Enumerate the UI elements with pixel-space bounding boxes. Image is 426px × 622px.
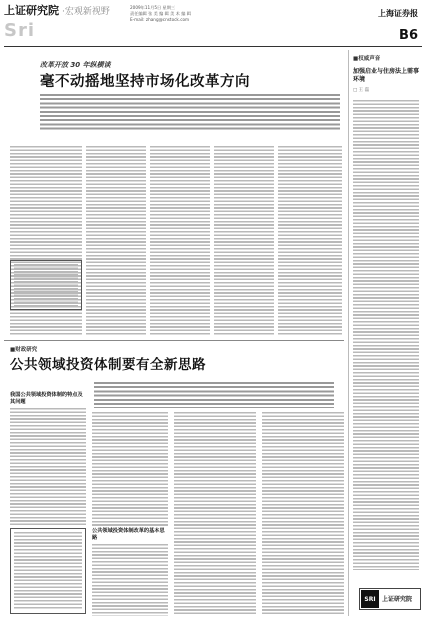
meta-email: E-mail: zhang@cnstock.com <box>130 17 190 22</box>
brand-subtitle: ·宏观新视野 <box>62 7 110 17</box>
sidebar-logo <box>359 588 421 610</box>
masthead <box>4 2 422 46</box>
article1-col2 <box>86 146 146 336</box>
article2-headline: 公共领域投资体制要有全新思路 <box>10 357 206 373</box>
paper-name: 上海证券报 <box>378 8 418 18</box>
masthead-meta <box>130 5 326 23</box>
brand-title <box>4 2 110 18</box>
meta-date: 2009年11月5日 星期三 <box>130 5 176 10</box>
article1-callout <box>10 260 82 310</box>
article2-col1 <box>10 408 86 526</box>
article-separator <box>4 340 344 341</box>
brand-name: 上证研究院 <box>4 4 59 17</box>
article2-subhead-1: 我国公共领域投资体制的特点及其问题 <box>10 392 83 405</box>
article2-callout-text <box>14 532 82 610</box>
article2-kicker: ■财政研究 <box>10 347 38 353</box>
article1-col3 <box>150 146 210 336</box>
page-number: B6 <box>399 28 418 43</box>
sidebar-kicker: ■权威声音 <box>353 56 381 62</box>
article2-col2 <box>92 412 168 526</box>
article2-col2-bottom <box>92 544 168 616</box>
article2-callout <box>10 528 86 614</box>
sidebar-author: □ 王 磊 <box>353 88 370 93</box>
article2-col4 <box>262 412 344 616</box>
article1-kicker: 改革开放 30 年纵横谈 <box>40 61 111 69</box>
meta-editors: 责任编辑 张 美 编 辑 美 术 编 辑 <box>130 11 191 16</box>
article2-col3 <box>174 412 256 616</box>
article1-headline: 毫不动摇地坚持市场化改革方向 <box>40 74 250 90</box>
sidebar <box>348 50 422 616</box>
sidebar-title: 加强启业与住房法上需事环境 <box>353 68 420 83</box>
article2-lead <box>94 382 334 408</box>
section-code: Sri <box>4 20 36 41</box>
article2-subhead-2: 公共领域投资体制改革的基本思路 <box>92 528 165 541</box>
sidebar-text <box>353 100 419 570</box>
masthead-rule <box>4 46 422 47</box>
article1-lead <box>40 94 340 132</box>
logo-mark: SRI <box>361 590 379 608</box>
logo-text: 上证研究院 <box>382 595 413 603</box>
article1-col5 <box>278 146 342 336</box>
article1-callout-text <box>14 264 78 306</box>
article1-col4 <box>214 146 274 336</box>
